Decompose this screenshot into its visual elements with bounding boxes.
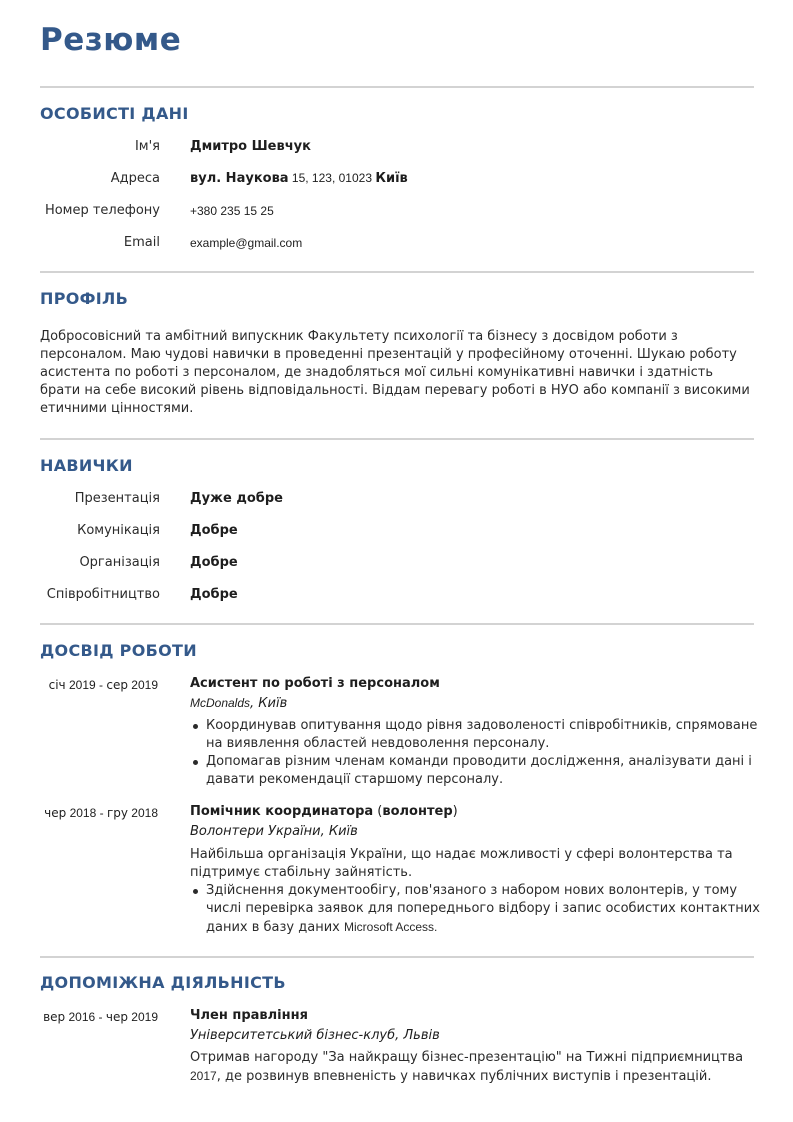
section-title-profile: ПРОФІЛЬ	[40, 289, 129, 308]
date-month: вер	[43, 1010, 66, 1024]
address-city: Київ	[375, 171, 408, 186]
activity-title: Член правління	[190, 1008, 308, 1023]
profile-text: Добросовісний та амбітний випускник Факультету психології та бізнесу з досвідом роботи з персоналом. Маю чудові навички в проведенні презентацій у професійному оточенні. Шукаю роботу асистента по роботі з персоналом, де знадобляться мої сильні комунікативні навички і здатність брати на себе високий рівень відповідальності. Віддам перевагу роботі в НУО або компанії з високими етичними цінностями.	[40, 329, 750, 416]
skill-label: Організація	[79, 555, 160, 570]
address-value	[190, 171, 408, 186]
list-item: Координував опитування щодо рівня задоволеності співробітників, спрямоване на виявлення областей невдоволення персоналу.	[206, 717, 770, 753]
name-value: Дмитро Шевчук	[190, 139, 311, 154]
bullet-software: Microsoft Access.	[343, 920, 438, 934]
section-title-experience: ДОСВІД РОБОТИ	[40, 641, 197, 660]
activity-organization: Університетський бізнес-клуб, Львів	[190, 1028, 440, 1043]
date-month: чер	[105, 1010, 128, 1024]
job-description: Найбільша організація України, що надає можливості у сфері волонтерства та підтримує стабільну зайнятість.	[190, 847, 733, 880]
address-street: вул. Наукова	[190, 171, 289, 186]
job-date	[0, 806, 158, 820]
date-year: 2019 -	[65, 678, 107, 692]
job-title-paren-open: (	[373, 804, 383, 819]
skill-label: Презентація	[74, 491, 160, 506]
activity-description	[190, 1049, 750, 1086]
address-numbers: 15, 123, 01023	[288, 171, 376, 185]
date-year: 2018	[127, 806, 158, 820]
date-year: 2019	[127, 1010, 158, 1024]
name-label: Ім'я	[134, 139, 160, 154]
section-title-activities: ДОПОМІЖНА ДІЯЛЬНІСТЬ	[40, 973, 286, 992]
divider	[40, 623, 754, 625]
page-title: Резюме	[40, 22, 182, 58]
bullet-text: Здійснення документообігу, пов'язаного з набором нових волонтерів, у тому числі перевірка заявок для попереднього відбору і запис особистих контактних даних в базу даних	[206, 883, 760, 935]
description-year: 2017	[190, 1069, 217, 1083]
section-title-personal: ОСОБИСТІ ДАНІ	[40, 104, 189, 123]
list-item	[206, 882, 770, 937]
job-title-main: Помічник координатора	[190, 804, 374, 819]
divider	[40, 956, 754, 958]
date-month: чер	[44, 806, 67, 820]
divider	[40, 86, 754, 88]
email-label: Email	[123, 235, 160, 250]
job-title-role: волонтер	[382, 804, 453, 819]
job-bullets	[190, 882, 770, 937]
job-title	[190, 804, 458, 819]
job-employer: Волонтери України, Київ	[190, 824, 358, 839]
description-text: Отримав нагороду "За найкращу бізнес-презентацію" на Тижні підприємництва	[190, 1050, 744, 1065]
job-employer	[190, 696, 287, 711]
list-item: Допомагав різним членам команди проводити дослідження, аналізувати дані і давати рекомендації старшому персоналу.	[206, 753, 770, 789]
date-year: 2019	[127, 678, 158, 692]
activity-date	[0, 1010, 158, 1024]
job-date	[0, 678, 158, 692]
job-bullets	[190, 717, 770, 789]
employer-company: McDonalds	[190, 696, 251, 710]
skill-label: Співробітництво	[46, 587, 160, 602]
skill-label: Комунікація	[77, 523, 160, 538]
date-year: 2018 -	[66, 806, 107, 820]
date-month: гру	[106, 806, 128, 820]
job-title: Асистент по роботі з персоналом	[190, 676, 440, 691]
skill-level: Добре	[190, 555, 238, 570]
description-text: , де розвинув впевненість у навичках публічних виступів і презентацій.	[216, 1069, 712, 1084]
email-value[interactable]: example@gmail.com	[190, 236, 303, 250]
date-month: січ	[48, 678, 66, 692]
section-title-skills: НАВИЧКИ	[40, 456, 133, 475]
job-title-paren-close: )	[452, 804, 458, 819]
skill-level: Добре	[190, 523, 238, 538]
employer-city: , Київ	[250, 696, 288, 711]
phone-value: +380 235 15 25	[190, 204, 274, 218]
skill-level: Дуже добре	[190, 491, 283, 506]
date-month: сер	[106, 678, 128, 692]
divider	[40, 271, 754, 273]
phone-label: Номер телефону	[44, 203, 160, 218]
divider	[40, 438, 754, 440]
skill-level: Добре	[190, 587, 238, 602]
address-label: Адреса	[110, 171, 160, 186]
date-year: 2016 -	[65, 1010, 106, 1024]
